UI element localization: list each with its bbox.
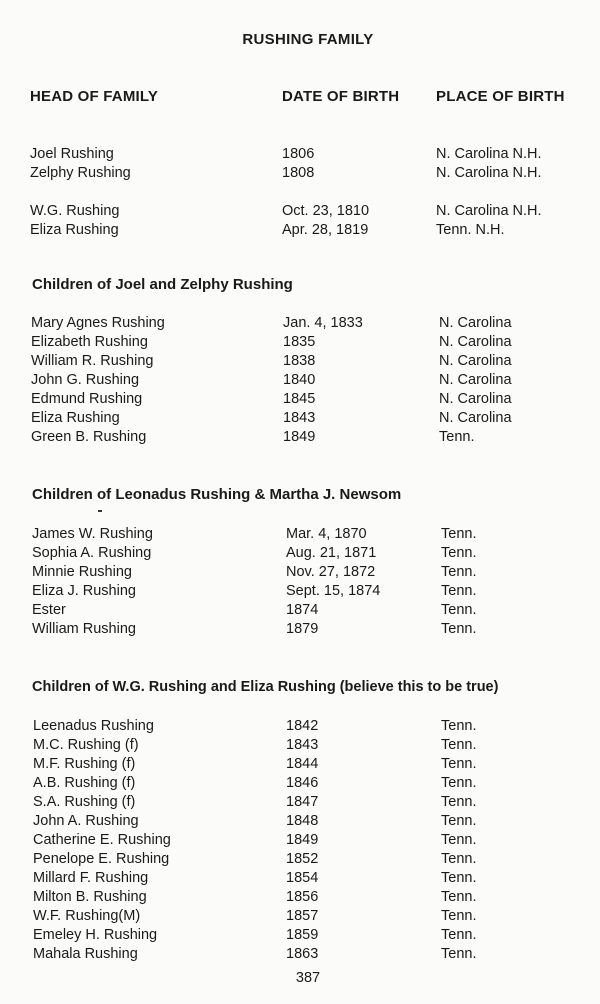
child-place: Tenn.: [441, 583, 477, 599]
child-date: 1848: [286, 813, 319, 829]
child-date: 1856: [286, 889, 319, 905]
child-name: Penelope E. Rushing: [33, 851, 170, 867]
table-row: [0, 851, 600, 870]
child-date: 1844: [286, 756, 319, 772]
child-date: 1874: [286, 602, 319, 618]
head-row: [0, 146, 600, 165]
page-number: 387: [295, 970, 321, 986]
table-row: [0, 315, 600, 334]
section-title-leonadus-martha: Children of Leonadus Rushing & Martha J. Newsom: [32, 486, 402, 503]
child-name: Emeley H. Rushing: [33, 927, 158, 943]
child-date: Mar. 4, 1870: [286, 526, 367, 542]
child-name: Milton B. Rushing: [33, 889, 147, 905]
child-name: Minnie Rushing: [32, 564, 132, 580]
child-date: Aug. 21, 1871: [286, 545, 377, 561]
child-place: Tenn.: [441, 851, 477, 867]
table-row: [0, 545, 600, 564]
child-name: Mahala Rushing: [33, 946, 138, 962]
header-place-of-birth: PLACE OF BIRTH: [436, 88, 565, 105]
table-row: [0, 602, 600, 621]
child-date: 1852: [286, 851, 319, 867]
child-date: 1854: [286, 870, 319, 886]
table-row: [0, 756, 600, 775]
child-date: Sept. 15, 1874: [286, 583, 381, 599]
head-name: W.G. Rushing: [30, 203, 120, 219]
child-place: Tenn.: [441, 602, 477, 618]
table-row: [0, 334, 600, 353]
head-row: [0, 222, 600, 241]
child-name: Catherine E. Rushing: [33, 832, 171, 848]
child-date: 1843: [283, 410, 316, 426]
table-row: [0, 621, 600, 640]
table-row: [0, 718, 600, 737]
child-place: N. Carolina: [439, 372, 512, 388]
child-place: Tenn.: [441, 718, 477, 734]
table-row: [0, 927, 600, 946]
child-place: N. Carolina: [439, 391, 512, 407]
child-date: 1879: [286, 621, 319, 637]
child-name: William Rushing: [32, 621, 136, 637]
child-place: Tenn.: [441, 946, 477, 962]
child-place: Tenn.: [441, 621, 477, 637]
table-row: [0, 353, 600, 372]
child-date: Jan. 4, 1833: [283, 315, 363, 331]
child-place: N. Carolina: [439, 315, 512, 331]
child-place: Tenn.: [441, 526, 477, 542]
child-name: William R. Rushing: [31, 353, 154, 369]
child-name: Elizabeth Rushing: [31, 334, 148, 350]
section-title-wg-eliza: Children of W.G. Rushing and Eliza Rushing (believe this to be true): [32, 679, 499, 695]
child-name: James W. Rushing: [32, 526, 153, 542]
table-row: [0, 889, 600, 908]
child-place: Tenn.: [441, 908, 477, 924]
child-name: M.F. Rushing (f): [33, 756, 136, 772]
head-date: 1808: [282, 165, 315, 181]
child-name: M.C. Rushing (f): [33, 737, 139, 753]
table-row: [0, 832, 600, 851]
child-date: 1835: [283, 334, 316, 350]
head-date: Oct. 23, 1810: [282, 203, 370, 219]
child-place: N. Carolina: [439, 334, 512, 350]
table-row: [0, 946, 600, 965]
child-date: 1842: [286, 718, 319, 734]
child-name: Eliza J. Rushing: [32, 583, 136, 599]
table-row: [0, 737, 600, 756]
table-row: [0, 429, 600, 448]
child-name: Eliza Rushing: [31, 410, 120, 426]
child-name: W.F. Rushing(M): [33, 908, 141, 924]
child-name: John A. Rushing: [33, 813, 139, 829]
child-place: Tenn.: [441, 737, 477, 753]
head-name: Zelphy Rushing: [30, 165, 131, 181]
table-row: [0, 564, 600, 583]
table-row: [0, 410, 600, 429]
table-row: [0, 583, 600, 602]
table-row: [0, 526, 600, 545]
child-name: Edmund Rushing: [31, 391, 143, 407]
table-row: [0, 372, 600, 391]
head-name: Eliza Rushing: [30, 222, 119, 238]
child-date: 1863: [286, 946, 319, 962]
child-date: 1840: [283, 372, 316, 388]
child-date: 1845: [283, 391, 316, 407]
child-place: Tenn.: [441, 756, 477, 772]
child-place: Tenn.: [441, 794, 477, 810]
child-place: Tenn.: [441, 870, 477, 886]
child-name: Ester: [32, 602, 66, 618]
head-name: Joel Rushing: [30, 146, 114, 162]
child-name: Mary Agnes Rushing: [31, 315, 165, 331]
child-date: 1849: [286, 832, 319, 848]
table-row: [0, 908, 600, 927]
header-date-of-birth: DATE OF BIRTH: [282, 88, 400, 105]
stray-mark: [98, 510, 102, 512]
header-head-of-family: HEAD OF FAMILY: [30, 88, 159, 105]
section-title-joel-zelphy: Children of Joel and Zelphy Rushing: [32, 276, 293, 293]
child-date: 1859: [286, 927, 319, 943]
child-place: Tenn.: [439, 429, 475, 445]
child-place: Tenn.: [441, 545, 477, 561]
child-name: Leenadus Rushing: [33, 718, 154, 734]
child-place: N. Carolina: [439, 353, 512, 369]
child-date: 1857: [286, 908, 319, 924]
head-date: 1806: [282, 146, 315, 162]
head-place: N. Carolina N.H.: [436, 165, 542, 181]
head-place: N. Carolina N.H.: [436, 203, 542, 219]
table-row: [0, 775, 600, 794]
head-place: Tenn. N.H.: [436, 222, 505, 238]
child-place: Tenn.: [441, 889, 477, 905]
child-name: Green B. Rushing: [31, 429, 147, 445]
page-title: RUSHING FAMILY: [242, 31, 374, 48]
child-place: Tenn.: [441, 813, 477, 829]
child-date: 1838: [283, 353, 316, 369]
table-row: [0, 391, 600, 410]
child-place: Tenn.: [441, 832, 477, 848]
child-name: A.B. Rushing (f): [33, 775, 136, 791]
head-row: [0, 203, 600, 222]
child-date: 1847: [286, 794, 319, 810]
child-name: Millard F. Rushing: [33, 870, 149, 886]
child-place: Tenn.: [441, 927, 477, 943]
table-row: [0, 870, 600, 889]
child-place: Tenn.: [441, 564, 477, 580]
child-name: Sophia A. Rushing: [32, 545, 152, 561]
table-row: [0, 794, 600, 813]
child-place: N. Carolina: [439, 410, 512, 426]
child-date: Nov. 27, 1872: [286, 564, 376, 580]
table-row: [0, 813, 600, 832]
child-date: 1849: [283, 429, 316, 445]
child-name: John G. Rushing: [31, 372, 140, 388]
child-name: S.A. Rushing (f): [33, 794, 136, 810]
head-row: [0, 165, 600, 184]
child-date: 1843: [286, 737, 319, 753]
head-place: N. Carolina N.H.: [436, 146, 542, 162]
child-date: 1846: [286, 775, 319, 791]
child-place: Tenn.: [441, 775, 477, 791]
head-date: Apr. 28, 1819: [282, 222, 369, 238]
